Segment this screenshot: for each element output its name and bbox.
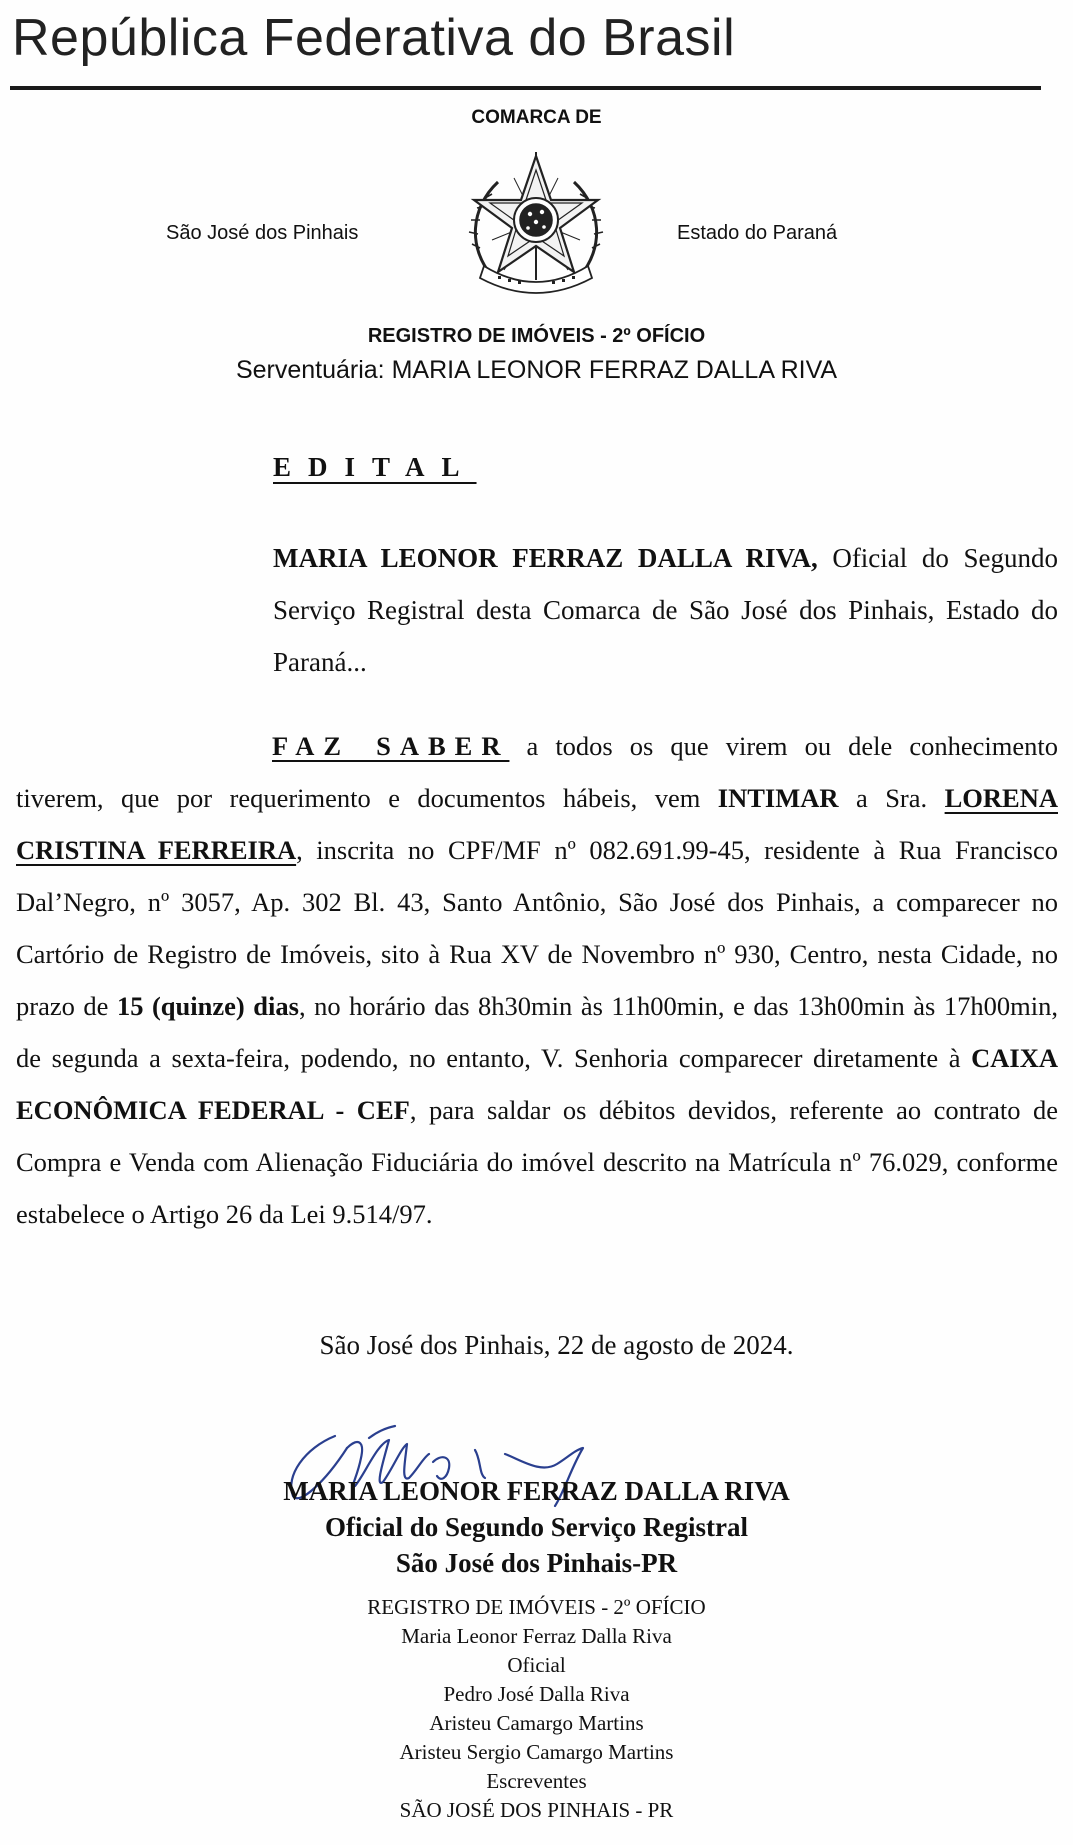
- stamp-line: Maria Leonor Ferraz Dalla Riva: [401, 1624, 672, 1648]
- stamp-line: Aristeu Sergio Camargo Martins: [399, 1740, 674, 1764]
- signatory-place: São José dos Pinhais-PR: [395, 1548, 678, 1578]
- date-line: São José dos Pinhais, 22 de agosto de 2024.: [319, 1330, 794, 1360]
- edital-title: EDITAL: [273, 452, 477, 482]
- state-name: Estado do Paraná: [677, 222, 838, 244]
- registry-office-title: REGISTRO DE IMÓVEIS - 2º OFÍCIO: [367, 325, 706, 347]
- stamp-line: Escreventes: [486, 1769, 587, 1793]
- notice-text-2: a Sra.: [838, 783, 945, 813]
- header-rule: [10, 86, 1041, 90]
- stamp-line: REGISTRO DE IMÓVEIS - 2º OFÍCIO: [367, 1595, 706, 1619]
- notice-text-1: a todos os que virem ou dele conhecimento tiverem, que por requerimento e documentos hábeis, vem: [16, 731, 1058, 813]
- notified-person-name: LORENA CRISTINA FERREIRA: [16, 783, 1058, 865]
- signatory-role: Oficial do Segundo Serviço Registral: [325, 1512, 748, 1542]
- official-name: MARIA LEONOR FERRAZ DALLA RIVA,: [273, 543, 818, 573]
- notice-text-3: , inscrita no CPF/MF nº 082.691.99-45, residente à Rua Francisco Dal’Negro, nº 3057, Ap. 302 Bl. 43, Santo Antônio, São José dos Pinhais, a comparecer no Cartório de Registro de Imóveis, sito à Rua XV de Novembro nº 930, Centro, nesta Cidade, no prazo de: [16, 835, 1058, 1021]
- brazil-coat-of-arms-icon: [458, 148, 614, 298]
- stamp-line: SÃO JOSÉ DOS PINHAIS - PR: [399, 1798, 674, 1822]
- intro-paragraph: [273, 532, 1058, 688]
- registry-stamp: [0, 1593, 1073, 1825]
- city-name: São José dos Pinhais: [166, 222, 359, 244]
- deadline-text: 15 (quinze) dias: [116, 991, 299, 1021]
- bank-name: CAIXA ECONÔMICA FEDERAL - CEF: [16, 1043, 1058, 1125]
- signatory-name: MARIA LEONOR FERRAZ DALLA RIVA: [283, 1476, 790, 1506]
- signature-block: [0, 1473, 1073, 1581]
- stamp-line: Pedro José Dalla Riva: [443, 1682, 630, 1706]
- notice-text-4: , no horário das 8h30min às 11h00min, e das 13h00min às 17h00min, de segunda a sexta-feira, podendo, no entanto, V. Senhoria comparecer diretamente à: [16, 991, 1058, 1073]
- intro-text: Oficial do Segundo Serviço Registral desta Comarca de São José dos Pinhais, Estado do Paraná...: [273, 543, 1058, 677]
- stamp-line: Oficial: [507, 1653, 566, 1677]
- faz-saber-label: FAZ SABER: [272, 731, 510, 761]
- serventuaria-line: Serventuária: MARIA LEONOR FERRAZ DALLA RIVA: [235, 356, 838, 384]
- stamp-line: Aristeu Camargo Martins: [429, 1711, 644, 1735]
- notice-text-5: , para saldar os débitos devidos, referente ao contrato de Compra e Venda com Alienação Fiduciária do imóvel descrito na Matrícula nº 76.029, conforme estabelece o Artigo 26 da Lei 9.514/97.: [16, 1095, 1058, 1229]
- comarca-label: COMARCA DE: [471, 107, 602, 128]
- notice-paragraph: [16, 720, 1058, 1240]
- intimar-keyword: INTIMAR: [717, 783, 839, 813]
- country-heading: República Federativa do Brasil: [12, 9, 736, 67]
